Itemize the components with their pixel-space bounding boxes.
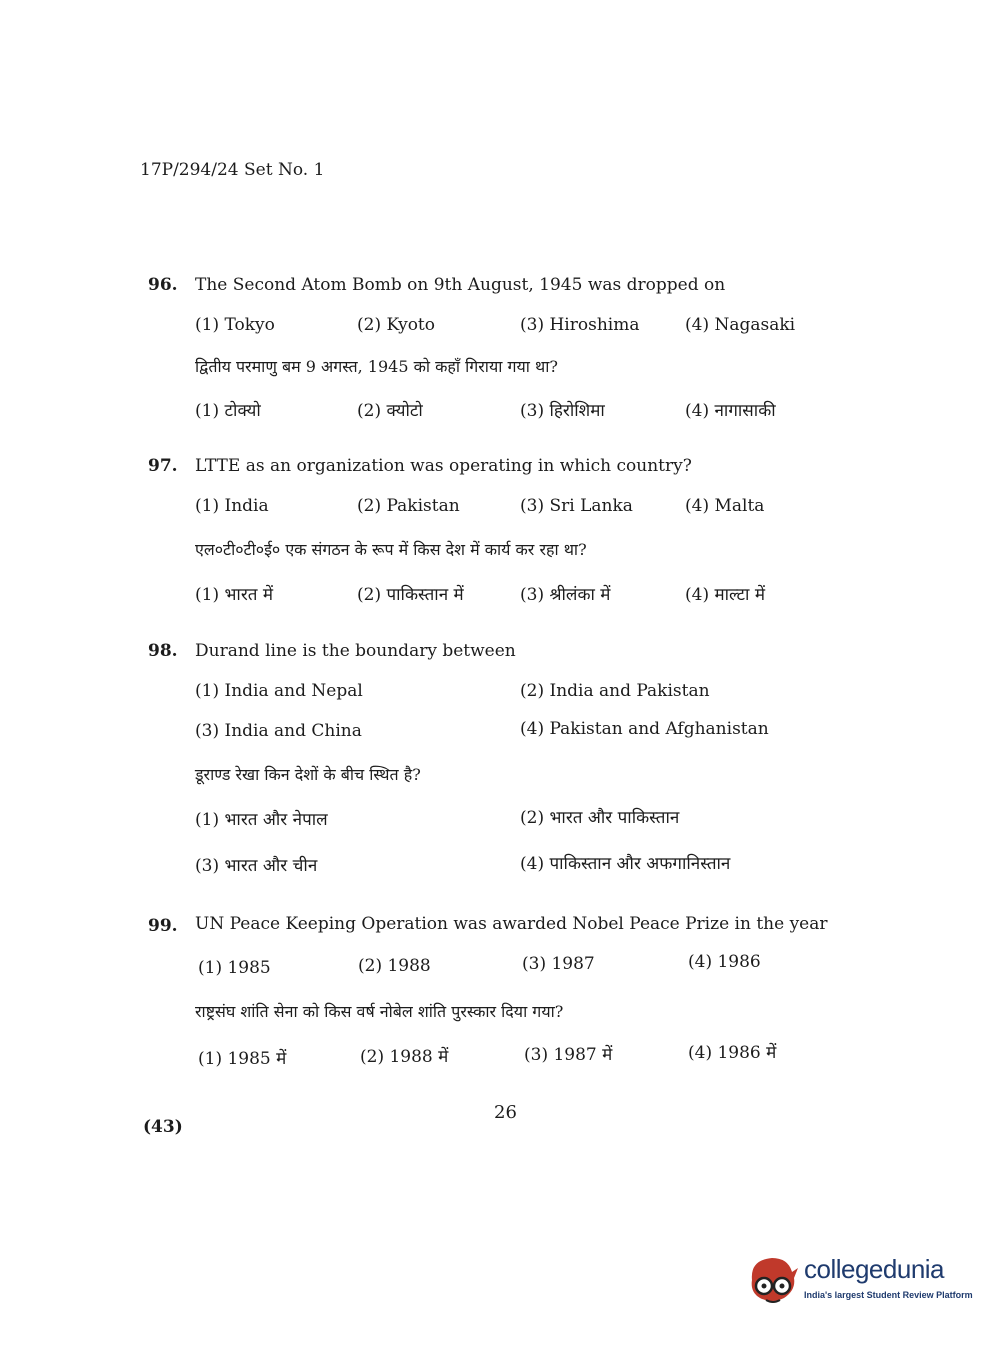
- option-hi: (4) नागासाकी: [685, 401, 776, 421]
- page-number: 26: [494, 1102, 517, 1123]
- option-hi: (4) माल्टा में: [685, 585, 766, 605]
- option-hi: (1) भारत और नेपाल: [195, 810, 328, 830]
- option-hi: (4) पाकिस्तान और अफगानिस्तान: [520, 854, 731, 874]
- option-hi: (3) हिरोशिमा: [520, 401, 605, 421]
- option-hi: (2) पाकिस्तान में: [357, 585, 464, 605]
- option-en: (1) 1985: [198, 958, 271, 978]
- option-hi: (2) भारत और पाकिस्तान: [520, 808, 680, 828]
- option-hi: (3) भारत और चीन: [195, 856, 318, 876]
- option-en: (4) Pakistan and Afghanistan: [520, 719, 769, 739]
- paper-code: (43): [143, 1117, 183, 1137]
- question-text-hi: राष्ट्रसंघ शांति सेना को किस वर्ष नोबेल शांति पुरस्कार दिया गया?: [195, 1002, 564, 1021]
- question-text-en: UN Peace Keeping Operation was awarded Nobel Peace Prize in the year: [195, 914, 828, 934]
- set-label: 17P/294/24 Set No. 1: [140, 160, 325, 180]
- option-hi: (2) 1988 में: [360, 1047, 449, 1067]
- option-hi: (4) 1986 में: [688, 1043, 777, 1063]
- option-hi: (1) 1985 में: [198, 1049, 287, 1069]
- option-en: (2) India and Pakistan: [520, 681, 710, 701]
- option-en: (2) Kyoto: [357, 315, 436, 335]
- collegedunia-logo[interactable]: [742, 1250, 972, 1310]
- option-en: (2) 1988: [358, 956, 431, 976]
- question-text-hi: डूराण्ड रेखा किन देशों के बीच स्थित है?: [195, 765, 421, 784]
- question-text-hi: एल०टी०टी०ई० एक संगठन के रूप में किस देश में कार्य कर रहा था?: [195, 540, 587, 559]
- option-en: (4) 1986: [688, 952, 761, 972]
- option-en: (4) Nagasaki: [685, 315, 796, 335]
- option-hi: (2) क्योटो: [357, 401, 423, 421]
- question-number: 99.: [148, 916, 178, 936]
- option-hi: (1) टोक्यो: [195, 401, 261, 421]
- option-en: (3) 1987: [522, 954, 595, 974]
- option-en: (1) India and Nepal: [195, 681, 363, 701]
- question-number: 97.: [148, 456, 178, 476]
- option-hi: (3) श्रीलंका में: [520, 585, 611, 605]
- option-en: (1) Tokyo: [195, 315, 275, 335]
- option-hi: (3) 1987 में: [524, 1045, 613, 1065]
- option-hi: (1) भारत में: [195, 585, 274, 605]
- question-text-hi: द्वितीय परमाणु बम 9 अगस्त, 1945 को कहाँ गिराया गया था?: [195, 357, 558, 376]
- option-en: (2) Pakistan: [357, 496, 460, 516]
- logo-tagline: India's largest Student Review Platform: [804, 1290, 973, 1300]
- question-text-en: LTTE as an organization was operating in which country?: [195, 456, 692, 476]
- question-text-en: Durand line is the boundary between: [195, 641, 516, 661]
- option-en: (4) Malta: [685, 496, 765, 516]
- question-text-en: The Second Atom Bomb on 9th August, 1945 was dropped on: [195, 275, 726, 295]
- question-number: 98.: [148, 641, 178, 661]
- option-en: (3) India and China: [195, 721, 362, 741]
- option-en: (1) India: [195, 496, 269, 516]
- question-number: 96.: [148, 275, 178, 295]
- logo-wordmark: collegedunia: [804, 1254, 945, 1284]
- option-en: (3) Hiroshima: [520, 315, 640, 335]
- option-en: (3) Sri Lanka: [520, 496, 633, 516]
- mascot-icon: [742, 1250, 802, 1310]
